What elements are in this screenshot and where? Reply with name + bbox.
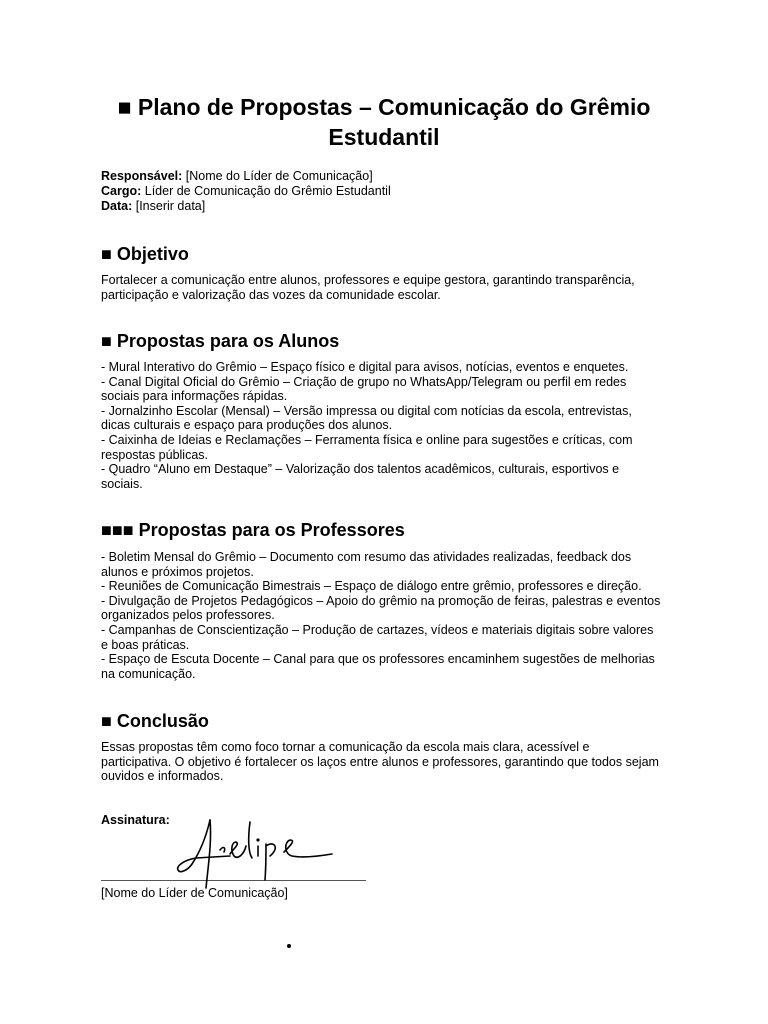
section-heading-professores: ■■■ Propostas para os Professores [101, 520, 405, 540]
list-item: - Quadro “Aluno em Destaque” – Valorização dos talentos acadêmicos, culturais, esportivos e sociais. [101, 462, 620, 491]
section-heading-alunos: ■ Propostas para os Alunos [101, 331, 340, 351]
handwritten-signature [170, 812, 345, 892]
section-heading-conclusao: ■ Conclusão [101, 711, 209, 731]
meta-cargo-label: Cargo: [101, 184, 142, 198]
section-text-objetivo: Fortalecer a comunicação entre alunos, professores e equipe gestora, garantindo transparência, participação e valorização das vozes da comunidade escolar. [101, 273, 635, 302]
list-item: - Reuniões de Comunicação Bimestrais – Espaço de diálogo entre grêmio, professores e direção. [101, 579, 642, 594]
section-heading-objetivo: ■ Objetivo [101, 244, 189, 264]
list-item: - Divulgação de Projetos Pedagógicos – Apoio do grêmio na promoção de feiras, palestras e eventos organizados pelos professores. [101, 593, 661, 623]
meta-cargo [101, 184, 391, 199]
list-item: - Boletim Mensal do Grêmio – Documento com resumo das atividades realizadas, feedback dos alunos e próximos projetos. [101, 550, 632, 579]
meta-responsavel-value: [Nome do Líder de Comunicação] [182, 169, 373, 183]
list-item: - Mural Interativo do Grêmio – Espaço físico e digital para avisos, notícias, eventos e enquetes. [101, 360, 629, 374]
list-item: - Jornalzinho Escolar (Mensal) – Versão impressa ou digital com notícias da escola, entrevistas, dicas culturais e espaço para produções dos alunos. [101, 403, 632, 433]
list-item: - Espaço de Escuta Docente – Canal para que os professores encaminhem sugestões de melhorias na comunicação. [101, 652, 655, 681]
signature-label: Assinatura: [101, 813, 170, 827]
document-meta [101, 169, 391, 214]
list-item: - Canal Digital Oficial do Grêmio – Criação de grupo no WhatsApp/Telegram ou perfil em redes sociais para informações rápidas. [101, 374, 627, 404]
meta-data [101, 199, 391, 214]
footer-dot [287, 944, 291, 948]
list-item: - Campanhas de Conscientização – Produção de cartazes, vídeos e materiais digitais sobre valores e boas práticas. [101, 622, 654, 652]
meta-data-label: Data: [101, 199, 133, 213]
signature-name: [Nome do Líder de Comunicação] [101, 886, 288, 900]
section-text-conclusao: Essas propostas têm como foco tornar a comunicação da escola mais clara, acessível e participativa. O objetivo é fortalecer os laços entre alunos e professores, garantindo que todos sejam ouvidos e informados. [101, 740, 659, 784]
meta-cargo-value: Líder de Comunicação do Grêmio Estudantil [141, 184, 391, 198]
meta-responsavel [101, 169, 391, 184]
proposals-list-alunos [101, 360, 661, 491]
proposals-list-professores [101, 550, 661, 681]
list-item: - Caixinha de Ideias e Reclamações – Ferramenta física e online para sugestões e críticas, com respostas públicas. [101, 432, 633, 462]
document-title: ■ Plano de Propostas – Comunicação do Grêmio Estudantil [117, 94, 651, 150]
meta-responsavel-label: Responsável: [101, 169, 183, 183]
meta-data-value: [Inserir data] [132, 199, 206, 213]
